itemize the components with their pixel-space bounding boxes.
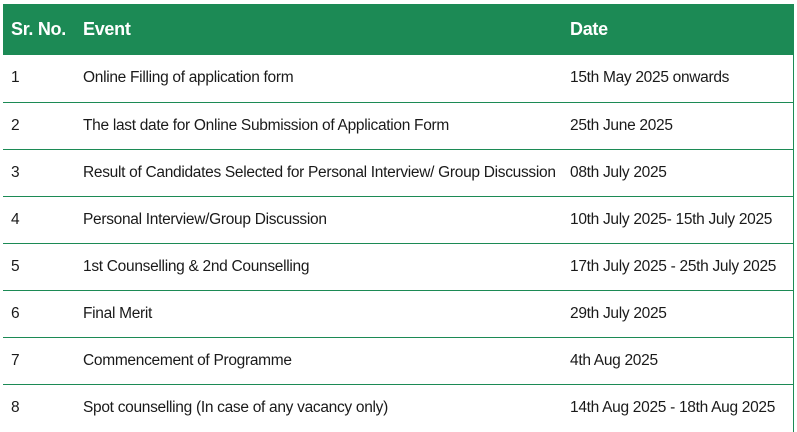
cell-event: 1st Counselling & 2nd Counselling xyxy=(83,257,310,275)
cell-event: Personal Interview/Group Discussion xyxy=(83,210,327,228)
table-row xyxy=(3,196,794,243)
table-body xyxy=(3,55,794,431)
cell-sr-no: 6 xyxy=(11,304,20,322)
cell-date: 29th July 2025 xyxy=(570,304,667,322)
cell-date: 08th July 2025 xyxy=(570,163,667,181)
table-right-border xyxy=(793,4,794,432)
cell-date: 4th Aug 2025 xyxy=(570,351,658,369)
cell-sr-no: 2 xyxy=(11,116,20,134)
header-row xyxy=(3,4,794,55)
header-sr-no: Sr. No. xyxy=(11,19,66,39)
cell-event: Online Filling of application form xyxy=(83,69,294,87)
table-row xyxy=(3,243,794,290)
table-row xyxy=(3,102,794,149)
table-row xyxy=(3,384,794,431)
cell-event: Spot counselling (In case of any vacancy only) xyxy=(83,398,388,416)
cell-date: 17th July 2025 - 25th July 2025 xyxy=(570,257,777,275)
cell-event: Final Merit xyxy=(83,304,153,322)
cell-date: 10th July 2025- 15th July 2025 xyxy=(570,210,773,228)
cell-sr-no: 8 xyxy=(11,398,20,416)
table-header xyxy=(3,4,794,55)
cell-sr-no: 4 xyxy=(11,210,20,228)
cell-sr-no: 5 xyxy=(11,257,20,275)
cell-date: 14th Aug 2025 - 18th Aug 2025 xyxy=(570,398,776,416)
table-row xyxy=(3,55,794,102)
cell-sr-no: 3 xyxy=(11,163,20,181)
table-row xyxy=(3,149,794,196)
cell-event: Result of Candidates Selected for Personal Interview/ Group Discussion xyxy=(83,163,556,181)
cell-date: 25th June 2025 xyxy=(570,116,673,134)
table-row xyxy=(3,290,794,337)
header-date: Date xyxy=(570,19,608,39)
cell-sr-no: 7 xyxy=(11,351,20,369)
header-event: Event xyxy=(83,19,131,39)
schedule-table xyxy=(3,4,794,431)
cell-event: Commencement of Programme xyxy=(83,351,292,369)
cell-sr-no: 1 xyxy=(11,69,20,87)
table-row xyxy=(3,337,794,384)
cell-event: The last date for Online Submission of Application Form xyxy=(83,116,450,134)
cell-date: 15th May 2025 onwards xyxy=(570,69,730,87)
